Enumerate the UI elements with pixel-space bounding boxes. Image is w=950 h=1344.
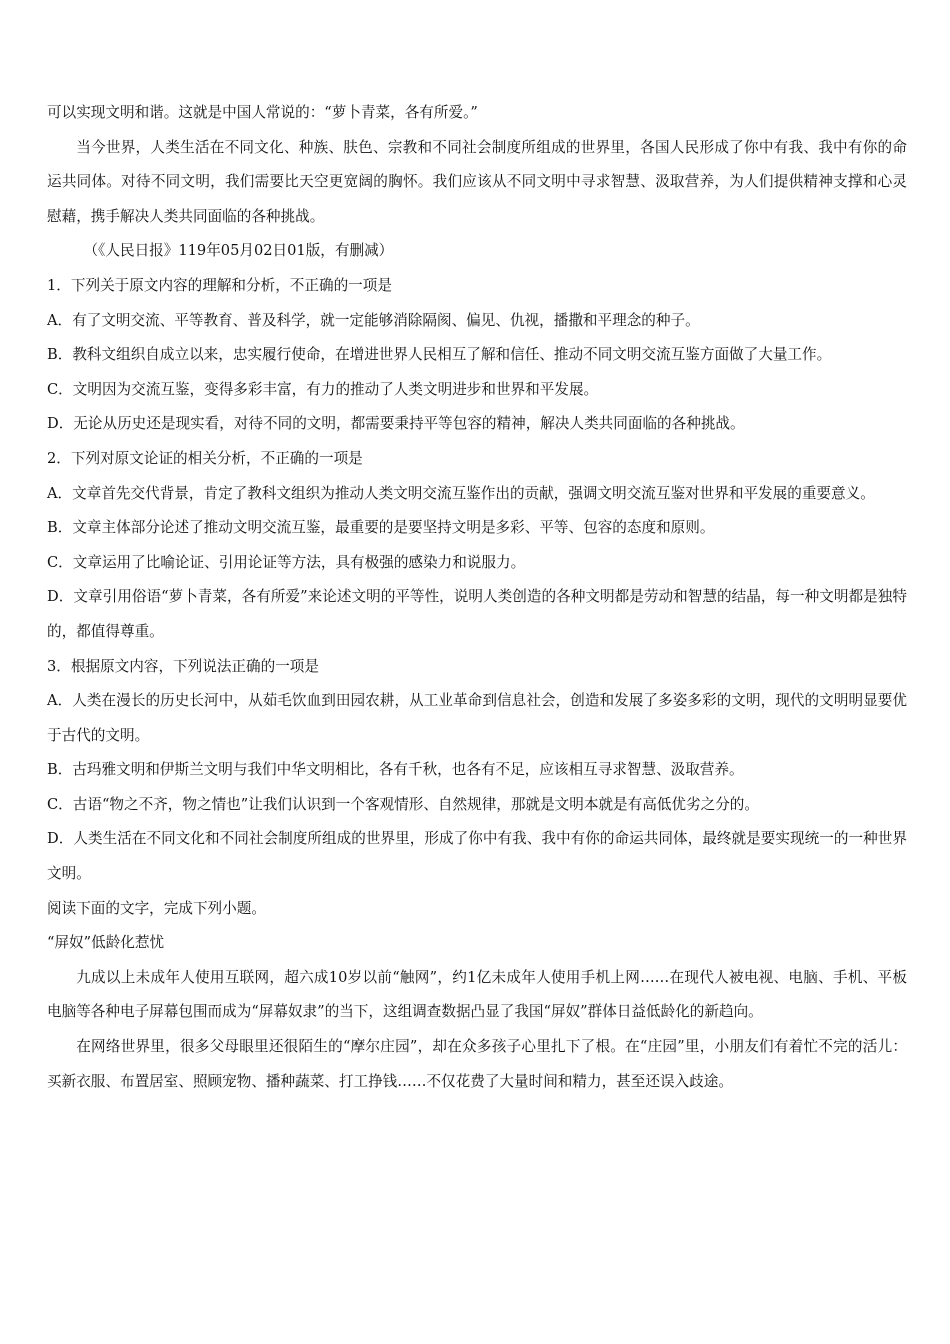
document-body bbox=[47, 96, 907, 1099]
option-b: B．文章主体部分论述了推动文明交流互鉴，最重要的是要坚持文明是多彩、平等、包容的态度和原则。 bbox=[47, 519, 715, 537]
option-c: C．古语“物之不齐，物之情也”让我们认识到一个客观情形、自然规律，那就是文明本就是有高低优劣之分的。 bbox=[47, 795, 759, 813]
article-paragraph-2: 在网络世界里，很多父母眼里还很陌生的“摩尔庄园”，却在众多孩子心里扎下了根。在“庄园”里，小朋友们有着忙不完的活儿：买新衣服、布置居室、照顾宠物、播种蔬菜、打工挣钱……不仅花费了大量时间和精力，甚至还误入歧途。 bbox=[47, 1038, 907, 1090]
question-stem: 3．根据原文内容，下列说法正确的一项是 bbox=[47, 657, 319, 675]
question-stem: 2．下列对原文论证的相关分析，不正确的一项是 bbox=[47, 449, 363, 467]
option-d: D．无论从历史还是现实看，对待不同的文明，都需要秉持平等包容的精神，解决人类共同面临的各种挑战。 bbox=[47, 415, 745, 433]
option-a: A．有了文明交流、平等教育、普及科学，就一定能够消除隔阂、偏见、仇视，播撒和平理念的种子。 bbox=[47, 311, 700, 329]
article-title: “屏奴”低龄化惹忧 bbox=[47, 934, 165, 952]
option-d: D．文章引用俗语“萝卜青菜，各有所爱”来论述文明的平等性，说明人类创造的各种文明都是劳动和智慧的结晶，每一种文明都是独特的，都值得尊重。 bbox=[47, 588, 907, 640]
option-b: B．古玛雅文明和伊斯兰文明与我们中华文明相比，各有千秋，也各有不足，应该相互寻求智慧、汲取营养。 bbox=[47, 761, 744, 779]
option-d: D．人类生活在不同文化和不同社会制度所组成的世界里，形成了你中有我、我中有你的命运共同体，最终就是要实现统一的一种世界文明。 bbox=[47, 830, 907, 883]
paragraph-intro-end: 可以实现文明和谐。这就是中国人常说的：“萝卜青菜，各有所爱。” bbox=[47, 104, 478, 121]
article-paragraph-1: 九成以上未成年人使用互联网，超六成10岁以前“触网”，约1亿未成年人使用手机上网……在现代人被电视、电脑、手机、平板电脑等各种电子屏幕包围而成为“屏幕奴隶”的当下，这组调查数据凸显了我国“屏奴”群体日益低龄化的新趋向。 bbox=[47, 968, 907, 1021]
source-citation: （《人民日报》119年05月02日01版，有删减） bbox=[83, 242, 394, 260]
reading-instruction: 阅读下面的文字，完成下列小题。 bbox=[47, 899, 266, 917]
question-1 bbox=[47, 269, 907, 442]
question-2 bbox=[47, 442, 907, 650]
question-3 bbox=[47, 650, 907, 892]
option-c: C．文明因为交流互鉴，变得多彩丰富，有力的推动了人类文明进步和世界和平发展。 bbox=[47, 380, 599, 398]
paragraph-world: 当今世界，人类生活在不同文化、种族、肤色、宗教和不同社会制度所组成的世界里，各国人民形成了你中有我、我中有你的命运共同体。对待不同文明，我们需要比天空更宽阔的胸怀。我们应该从不同文明中寻求智慧、汲取营养，为人们提供精神支撑和心灵慰藉，携手解决人类共同面临的各种挑战。 bbox=[47, 138, 907, 225]
option-c: C．文章运用了比喻论证、引用论证等方法，具有极强的感染力和说服力。 bbox=[47, 553, 526, 571]
question-stem: 1．下列关于原文内容的理解和分析，不正确的一项是 bbox=[47, 276, 392, 294]
option-a: A．人类在漫长的历史长河中，从茹毛饮血到田园农耕，从工业革命到信息社会，创造和发展了多姿多彩的文明，现代的文明明显要优于古代的文明。 bbox=[47, 692, 907, 744]
option-b: B．教科文组织自成立以来，忠实履行使命，在增进世界人民相互了解和信任、推动不同文明交流互鉴方面做了大量工作。 bbox=[47, 346, 832, 364]
option-a: A．文章首先交代背景，肯定了教科文组织为推动人类文明交流互鉴作出的贡献，强调文明交流互鉴对世界和平发展的重要意义。 bbox=[47, 484, 875, 502]
